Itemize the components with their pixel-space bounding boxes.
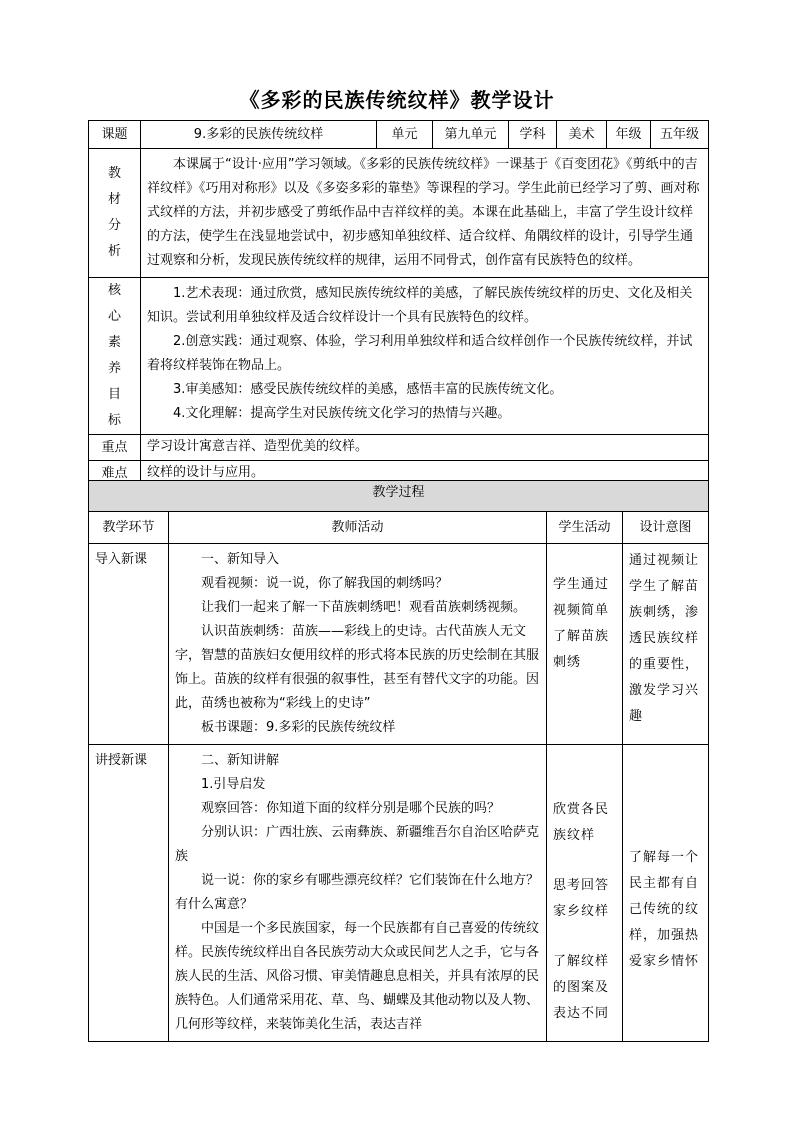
teacher-line: 1.引导启发 bbox=[201, 777, 266, 792]
student-activity-cell bbox=[547, 544, 623, 745]
unit-value: 第九单元 bbox=[433, 121, 509, 149]
teacher-line: 中国是一个多民族国家，每一个民族都有自己喜爱的传统纹样。民族传统纹样出自各民族劳动大众或民间艺人之手，它与各族人民的生活、风俗习惯、审美情趣息息相关，并具有浓厚的民族特色。人们通常采用花、草、鸟、蝴蝶及其他动物以及人物、几何形等纹样，来装饰美化生活，表达吉祥 bbox=[175, 921, 540, 1032]
literacy-item: 3.审美感知：感受民族传统纹样的美感，感悟丰富的民族传统文化。 bbox=[173, 382, 563, 397]
col-teacher-header: 教师活动 bbox=[169, 512, 547, 544]
literacy-content bbox=[141, 278, 709, 435]
grade-label: 年级 bbox=[607, 121, 651, 149]
student-line: 了解纹样的图案及表达不同 bbox=[553, 954, 610, 1021]
student-line: 思考回答家乡纹样 bbox=[553, 878, 610, 919]
student-activity-cell bbox=[547, 745, 623, 1042]
grade-value: 五年级 bbox=[651, 121, 709, 149]
teacher-line: 观看视频：说一说，你了解我国的刺绣吗？ bbox=[201, 576, 449, 591]
analysis-content bbox=[141, 149, 709, 278]
teacher-line: 二、新知讲解 bbox=[201, 753, 280, 768]
topic-label: 课题 bbox=[89, 121, 141, 149]
teacher-line: 让我们一起来了解一下苗族刺绣吧！观看苗族刺绣视频。 bbox=[201, 600, 527, 615]
col-stage-header: 教学环节 bbox=[89, 512, 169, 544]
teacher-line: 一、新知导入 bbox=[201, 552, 280, 567]
teacher-activity-cell bbox=[169, 544, 547, 745]
key-point-label: 重点 bbox=[89, 435, 141, 461]
col-intent-header: 设计意图 bbox=[623, 512, 709, 544]
topic-value: 9.多彩的民族传统纹样 bbox=[141, 121, 377, 149]
info-table bbox=[88, 120, 709, 487]
process-header: 教学过程 bbox=[89, 481, 709, 512]
intent-text: 了解每一个民主都有自己传统的纹样，加强热爱家乡情怀 bbox=[629, 850, 700, 969]
intent-cell bbox=[623, 745, 709, 1042]
stage-cell: 讲授新课 bbox=[89, 745, 169, 1042]
teacher-activity-cell bbox=[169, 745, 547, 1042]
teacher-line: 观察回答：你知道下面的纹样分别是哪个民族的吗？ bbox=[201, 801, 501, 816]
analysis-text: 本课属于“设计·应用”学习领域。《多彩的民族传统纹样》一课基于《百变团花》《剪纸中的吉祥纹样》《巧用对称形》以及《多姿多彩的靠垫》等课程的学习。学生此前已经学习了剪、画对称式纹样的方法，并初步感受了剪纸作品中吉祥纹样的美。本课在此基础上，丰富了学生设计纹样的方法，使学生在浅显地尝试中，初步感知单独纹样、适合纹样、角隅纹样的设计，引导学生通过观察和分析，发现民族传统纹样的规律，运用不同骨式，创作富有民族特色的纹样。 bbox=[147, 157, 700, 268]
literacy-item: 1.艺术表现：通过欣赏，感知民族传统纹样的美感，了解民族传统纹样的历史、文化及相关知识。尝试利用单独纹样及适合纹样设计一个具有民族特色的纹样。 bbox=[147, 286, 693, 325]
col-student-header: 学生活动 bbox=[547, 512, 623, 544]
teacher-line: 说一说：你的家乡有哪些漂亮纹样？它们装饰在什么地方？有什么寓意？ bbox=[175, 873, 540, 912]
document-title: 《多彩的民族传统纹样》教学设计 bbox=[239, 88, 555, 112]
subject-label: 学科 bbox=[509, 121, 557, 149]
teacher-line: 板书课题：9.多彩的民族传统纹样 bbox=[201, 720, 396, 735]
literacy-item: 2.创意实践：通过观察、体验，学习利用单独纹样和适合纹样创作一个民族传统纹样，并试着将纹样装饰在物品上。 bbox=[147, 334, 693, 373]
teacher-line: 认识苗族刺绣：苗族——彩线上的史诗。古代苗族人无文字，智慧的苗族妇女便用纹样的形式将本民族的历史绘制在其服饰上。苗族的纹样有很强的叙事性，甚至有替代文字的功能。因此，苗绣也被称为“彩线上的史诗” bbox=[175, 624, 540, 711]
student-line: 欣赏各民族纹样 bbox=[553, 802, 610, 843]
subject-value: 美术 bbox=[557, 121, 607, 149]
intent-cell: 通过视频让学生了解苗族刺绣，渗透民族纹样的重要性，激发学习兴趣 bbox=[623, 544, 709, 745]
teacher-line: 分别认识：广西壮族、云南彝族、新疆维吾尔自治区哈萨克族 bbox=[175, 825, 540, 864]
literacy-item: 4.文化理解：提高学生对民族传统文化学习的热情与兴趣。 bbox=[173, 406, 511, 421]
difficulty-text: 纹样的设计与应用。 bbox=[141, 461, 709, 487]
unit-label: 单元 bbox=[377, 121, 433, 149]
difficulty-label: 难点 bbox=[89, 461, 141, 487]
student-line: 学生通过视频简单了解苗族刺绣 bbox=[553, 577, 610, 670]
literacy-label: 核 心 素 养 目 标 bbox=[89, 278, 141, 435]
analysis-label: 教 材 分 析 bbox=[89, 149, 141, 278]
key-point-text: 学习设计寓意吉祥、造型优美的纹样。 bbox=[141, 435, 709, 461]
stage-cell: 导入新课 bbox=[89, 544, 169, 745]
process-table bbox=[88, 480, 709, 1042]
